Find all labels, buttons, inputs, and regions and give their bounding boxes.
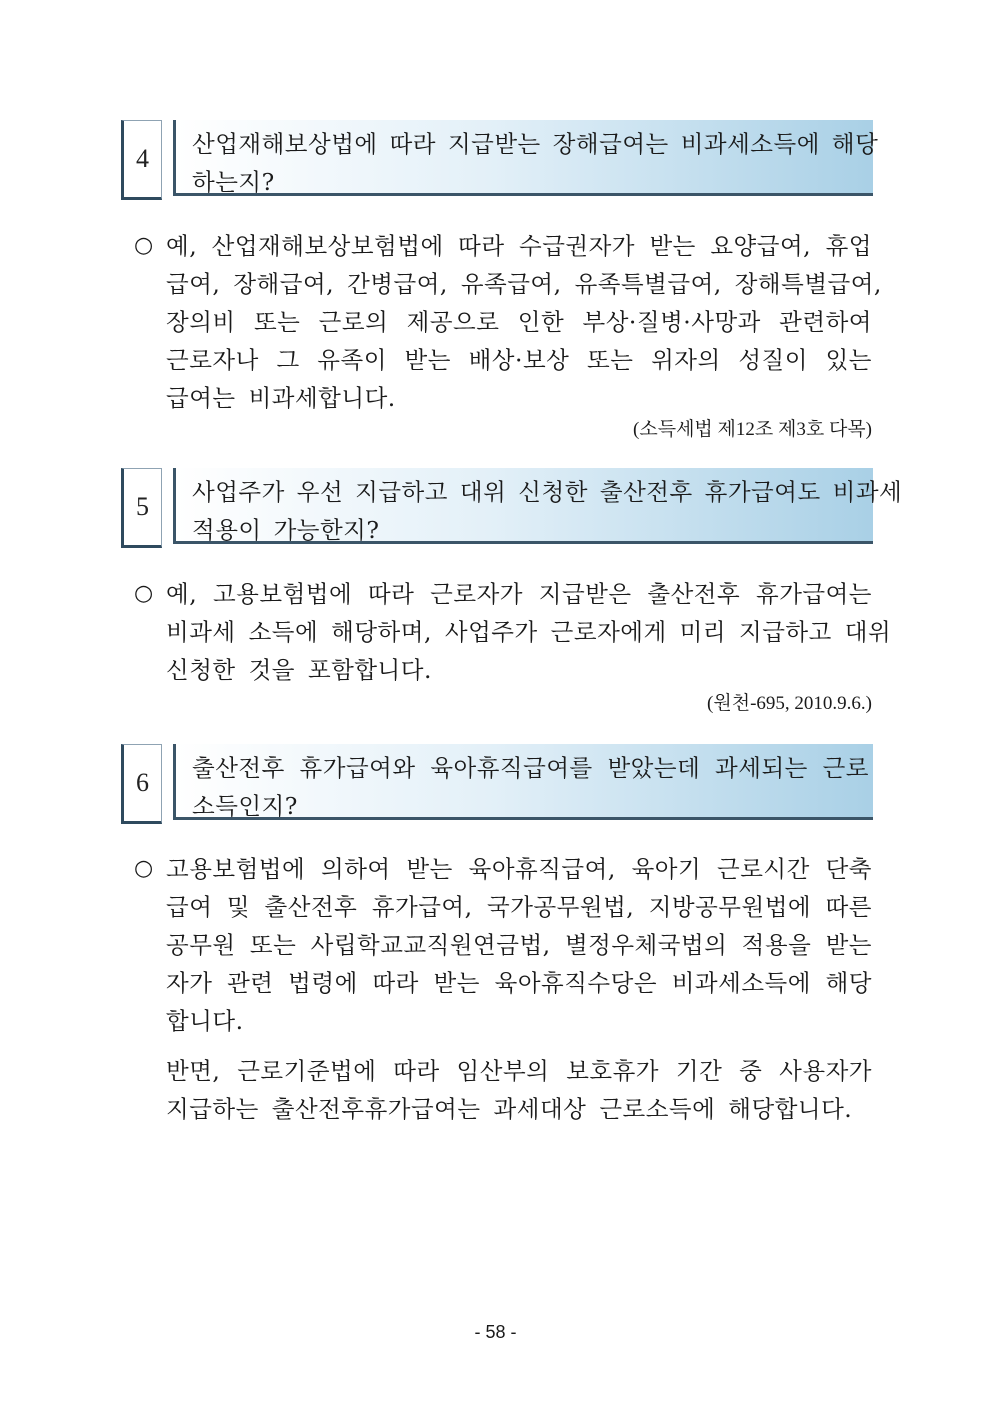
answer-line: 근로자나 그 유족이 받는 배상·보상 또는 위자의 성질이 있는 bbox=[166, 346, 872, 374]
answer-line: 급여, 장해급여, 간병급여, 유족급여, 유족특별급여, 장해특별급여, bbox=[166, 270, 882, 298]
question-line: 소득인지? bbox=[192, 792, 298, 820]
question-number: 6 bbox=[121, 744, 162, 824]
answer-line: 합니다. bbox=[166, 1007, 244, 1035]
answer-line: 지급하는 출산전후휴가급여는 과세대상 근로소득에 해당합니다. bbox=[166, 1095, 853, 1123]
answer-line: 공무원 또는 사립학교교직원연금법, 별정우체국법의 적용을 받는 bbox=[166, 931, 872, 959]
answer-line: 예, 산업재해보상보험법에 따라 수급권자가 받는 요양급여, 휴업 bbox=[166, 232, 872, 260]
question-line: 적용이 가능한지? bbox=[192, 516, 380, 544]
answer-text bbox=[166, 575, 892, 689]
question-text bbox=[192, 125, 879, 201]
answer-6-paragraph-2 bbox=[166, 1052, 872, 1128]
question-number: 5 bbox=[121, 468, 162, 548]
question-box bbox=[173, 120, 879, 196]
answer-line: 자가 관련 법령에 따라 받는 육아휴직수당은 비과세소득에 해당 bbox=[166, 969, 872, 997]
answer-line: 급여 및 출산전후 휴가급여, 국가공무원법, 지방공무원법에 따른 bbox=[166, 893, 872, 921]
answer-line: 장의비 또는 근로의 제공으로 인한 부상·질병·사망과 관련하여 bbox=[166, 308, 872, 336]
page-number: - 58 - bbox=[474, 1322, 517, 1342]
source-citation: (원천-695, 2010.9.6.) bbox=[707, 693, 872, 714]
question-4-header bbox=[121, 120, 879, 200]
question-box bbox=[173, 744, 873, 820]
question-6-header bbox=[121, 744, 873, 824]
question-box bbox=[173, 468, 903, 544]
answer-line: 고용보험법에 의하여 받는 육아휴직급여, 육아기 근로시간 단축 bbox=[166, 855, 872, 883]
bullet-circle: ○ bbox=[134, 856, 154, 881]
source-citation: (소득세법 제12조 제3호 다목) bbox=[633, 419, 872, 440]
question-line: 하는지? bbox=[192, 168, 275, 196]
bullet-circle: ○ bbox=[134, 581, 154, 606]
answer-line: 반면, 근로기준법에 따라 임산부의 보호휴가 기간 중 사용자가 bbox=[166, 1057, 872, 1085]
answer-text bbox=[166, 850, 872, 1040]
question-line: 사업주가 우선 지급하고 대위 신청한 출산전후 휴가급여도 비과세 bbox=[192, 478, 903, 506]
question-text bbox=[192, 473, 903, 549]
bullet-circle: ○ bbox=[134, 233, 154, 258]
answer-line: 신청한 것을 포함합니다. bbox=[166, 656, 432, 684]
answer-5 bbox=[134, 575, 892, 689]
answer-4 bbox=[134, 227, 882, 417]
question-line: 출산전후 휴가급여와 육아휴직급여를 받았는데 과세되는 근로 bbox=[192, 754, 869, 782]
answer-6 bbox=[134, 850, 872, 1040]
question-5-header bbox=[121, 468, 903, 548]
question-number: 4 bbox=[121, 120, 162, 200]
answer-text bbox=[166, 227, 882, 417]
answer-line: 예, 고용보험법에 따라 근로자가 지급받은 출산전후 휴가급여는 bbox=[166, 580, 872, 608]
question-text bbox=[192, 749, 869, 825]
answer-line: 급여는 비과세합니다. bbox=[166, 384, 396, 412]
answer-line: 비과세 소득에 해당하며, 사업주가 근로자에게 미리 지급하고 대위 bbox=[166, 618, 892, 646]
question-line: 산업재해보상법에 따라 지급받는 장해급여는 비과세소득에 해당 bbox=[192, 130, 879, 158]
